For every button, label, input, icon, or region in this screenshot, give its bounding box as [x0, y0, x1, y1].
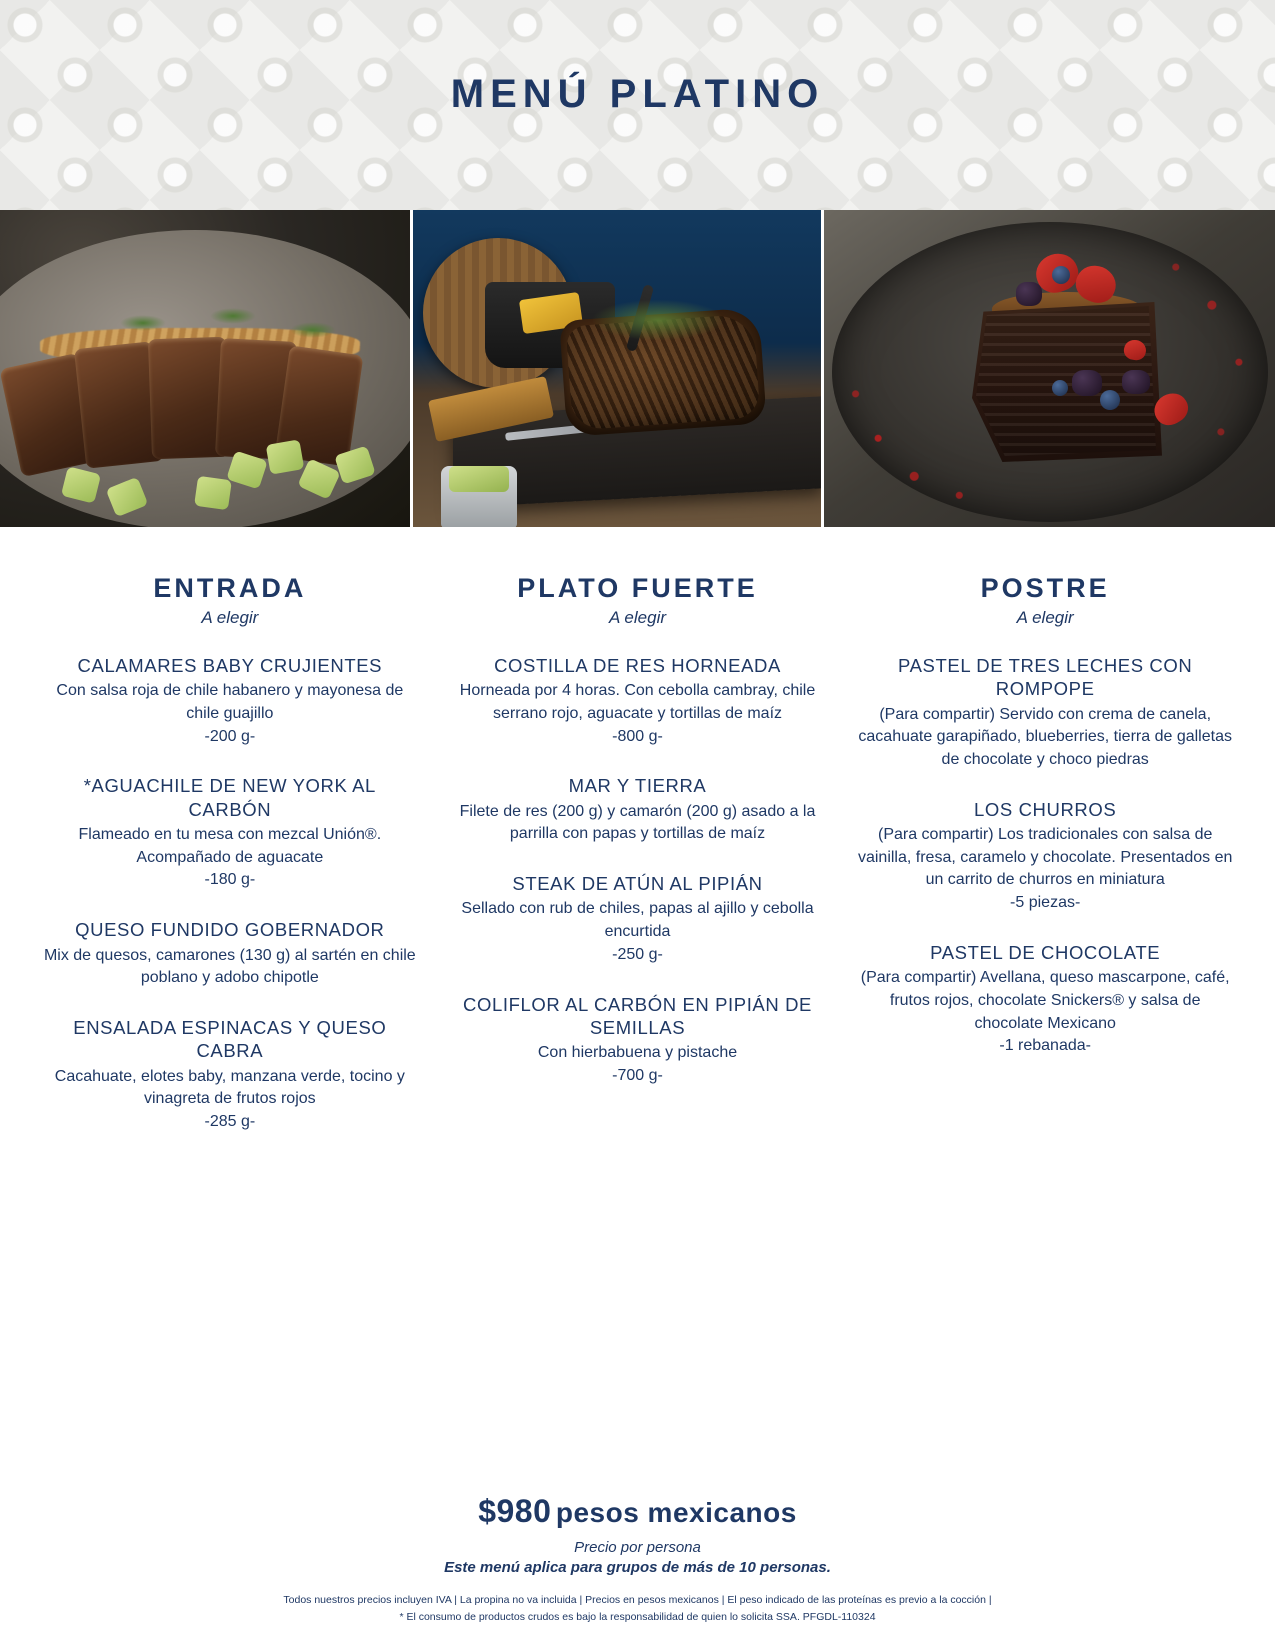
- dish-name: LOS CHURROS: [974, 798, 1117, 820]
- baked-short-rib-board-photo: [413, 210, 821, 527]
- price-note-person: Precio por persona: [574, 1538, 701, 1556]
- price-amount: $980: [478, 1492, 552, 1529]
- page-title: MENÚ PLATINO: [450, 72, 825, 116]
- dish-description: Mix de quesos, camarones (130 g) al sartén en chile poblano y adobo chipotle: [43, 946, 416, 987]
- dish-weight: -700 g-: [612, 1066, 663, 1084]
- dish-description: Con salsa roja de chile habanero y mayonesa de chile guajillo: [56, 682, 404, 723]
- dish-weight: -1 rebanada-: [999, 1037, 1091, 1055]
- page-header: [0, 0, 1275, 210]
- dish-description: Cacahuate, elotes baby, manzana verde, tocino y vinagreta de frutos rojos: [54, 1067, 405, 1108]
- menu-column-entrada: [26, 573, 434, 1160]
- column-subtitle-entrada: A elegir: [201, 608, 259, 627]
- chocolate-cake-berries-photo: [824, 210, 1275, 527]
- menu-item: [855, 798, 1235, 915]
- dish-weight: -250 g-: [612, 945, 663, 963]
- menu-item: [40, 774, 420, 892]
- column-title-plato-fuerte: PLATO FUERTE: [517, 573, 758, 603]
- column-subtitle-postre: A elegir: [1016, 608, 1074, 627]
- menu-columns: [0, 527, 1275, 1160]
- dish-name: PASTEL DE TRES LECHES CON ROMPOPE: [898, 655, 1193, 700]
- menu-item: [448, 774, 828, 846]
- dish-weight: -285 g-: [204, 1112, 256, 1130]
- dish-description: (Para compartir) Servido con crema de canela, cacahuate garapiñado, blueberries, tierra de galletas de chocolate y choco piedras: [858, 705, 1232, 769]
- menu-item: [448, 872, 828, 966]
- menu-column-plato-fuerte: [434, 573, 842, 1160]
- legal-line-2: * El consumo de productos crudos es bajo la responsabilidad de quien lo solicita SSA. PFGDL-110324: [399, 1611, 876, 1624]
- dish-description: Flameado en tu mesa con mezcal Unión®. Acompañado de aguacate: [78, 826, 382, 866]
- menu-item: [40, 1016, 420, 1134]
- dish-name: COSTILLA DE RES HORNEADA: [494, 655, 781, 676]
- legal-line-1: Todos nuestros precios incluyen IVA | La propina no va incluida | Precios en pesos mexicanos | El peso indicado de las proteínas es previo a la cocción |: [283, 1594, 992, 1607]
- menu-item: [855, 941, 1235, 1058]
- menu-item: [40, 918, 420, 990]
- dish-name: *AGUACHILE DE NEW YORK AL CARBÓN: [83, 775, 376, 820]
- photo-strip: [0, 210, 1275, 527]
- dish-weight: -200 g-: [204, 727, 256, 745]
- dish-name: MAR Y TIERRA: [568, 775, 707, 797]
- grilled-beef-avocado-photo: [0, 210, 410, 527]
- dish-name: STEAK DE ATÚN AL PIPIÁN: [512, 873, 763, 895]
- dish-weight: -180 g-: [204, 871, 256, 889]
- price-note-groups: Este menú aplica para grupos de más de 10 personas.: [444, 1559, 831, 1577]
- dish-name: COLIFLOR AL CARBÓN EN PIPIÁN DE SEMILLAS: [463, 993, 812, 1038]
- menu-column-postre: [841, 573, 1249, 1160]
- menu-item: [448, 993, 828, 1088]
- dish-weight: -800 g-: [612, 727, 663, 745]
- dish-weight: -5 piezas-: [1010, 894, 1081, 912]
- dish-name: QUESO FUNDIDO GOBERNADOR: [75, 919, 385, 941]
- dish-description: Horneada por 4 horas. Con cebolla cambray, chile serrano rojo, aguacate y tortillas de maíz: [459, 682, 816, 723]
- dish-description: Con hierbabuena y pistache: [537, 1044, 738, 1062]
- menu-item: [40, 654, 420, 748]
- column-subtitle-plato-fuerte: A elegir: [609, 608, 667, 627]
- price-currency: pesos mexicanos: [555, 1496, 797, 1528]
- dish-name: PASTEL DE CHOCOLATE: [930, 941, 1161, 963]
- dish-name: CALAMARES BABY CRUJIENTES: [77, 655, 383, 676]
- column-title-postre: POSTRE: [980, 573, 1110, 603]
- menu-item: [855, 654, 1235, 772]
- menu-item: [448, 654, 828, 748]
- dish-name: ENSALADA ESPINACAS Y QUESO CABRA: [73, 1016, 387, 1062]
- dish-description: (Para compartir) Avellana, queso mascarpone, café, frutos rojos, chocolate Snickers® y salsa de chocolate Mexicano: [860, 969, 1230, 1032]
- legal-disclaimer: [0, 1592, 1275, 1626]
- dish-description: Sellado con rub de chiles, papas al ajillo y cebolla encurtida: [461, 900, 814, 941]
- dish-description: Filete de res (200 g) y camarón (200 g) asado a la parrilla con papas y tortillas de maíz: [459, 802, 816, 843]
- price-line: [0, 1493, 1275, 1530]
- dish-description: (Para compartir) Los tradicionales con salsa de vainilla, fresa, caramelo y chocolate. Presentados en un carrito de churros en miniatura: [857, 826, 1233, 889]
- menu-footer: [0, 1493, 1275, 1626]
- column-title-entrada: ENTRADA: [153, 573, 307, 603]
